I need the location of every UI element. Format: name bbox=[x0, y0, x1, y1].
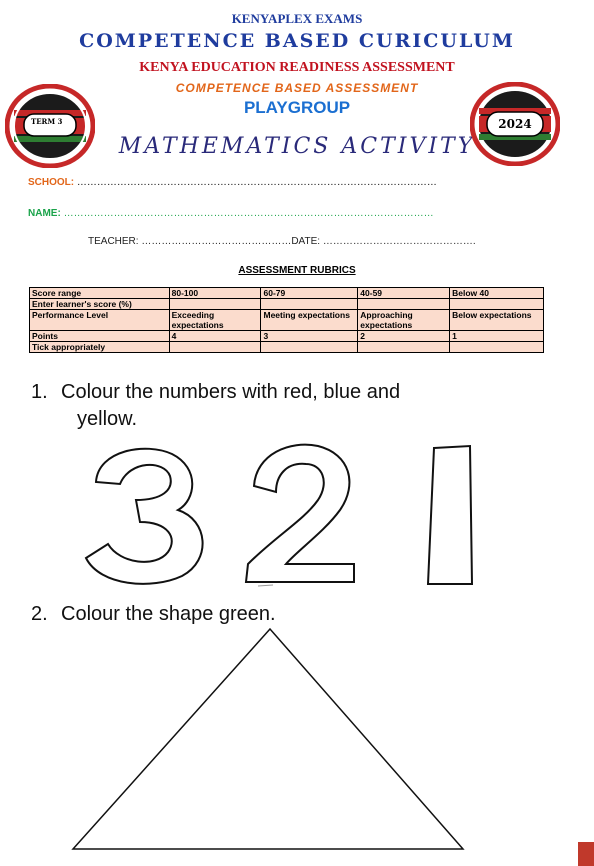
term-seal bbox=[5, 84, 95, 168]
numbers-drawing[interactable] bbox=[78, 440, 518, 590]
rubric-cell: 2 bbox=[358, 331, 450, 342]
question-1-number: 1. bbox=[31, 381, 48, 403]
school-label: SCHOOL: bbox=[28, 177, 77, 188]
rubric-title: ASSESSMENT RUBRICS bbox=[238, 265, 356, 276]
term-badge-text: TERM 3 bbox=[31, 117, 63, 126]
rubric-cell[interactable] bbox=[261, 299, 358, 310]
name-field[interactable] bbox=[28, 208, 548, 219]
number-3-outline[interactable] bbox=[86, 449, 203, 584]
rubric-cell[interactable] bbox=[169, 342, 261, 353]
rubric-cell: Approaching expectations bbox=[358, 310, 450, 331]
assessment-body-title: KENYA EDUCATION READINESS ASSESSMENT bbox=[139, 60, 455, 75]
rubric-cell: Enter learner's score (%) bbox=[30, 299, 170, 310]
year-seal bbox=[470, 82, 560, 166]
question-1-text-line1: Colour the numbers with red, blue and bbox=[61, 381, 401, 403]
rubric-cell[interactable] bbox=[450, 342, 544, 353]
rubric-cell[interactable] bbox=[261, 342, 358, 353]
teacher-date-line[interactable]: TEACHER: ………………………………………DATE: ………………………………………. bbox=[88, 236, 476, 247]
rubric-cell: Points bbox=[30, 331, 170, 342]
subject-title: MATHEMATICS ACTIVITY bbox=[118, 134, 476, 159]
question-2 bbox=[31, 603, 276, 626]
kenya-flag-seal-icon bbox=[5, 84, 95, 168]
rubric-cell: Below 40 bbox=[450, 288, 544, 299]
curriculum-title: COMPETENCE BASED CURICULUM bbox=[79, 30, 515, 52]
school-dots: ……………………………………………………………………………………………… bbox=[76, 177, 437, 188]
rubric-cell: 60-79 bbox=[261, 288, 358, 299]
question-2-number: 2. bbox=[31, 603, 48, 625]
rubric-cell: Tick appropriately bbox=[30, 342, 170, 353]
name-dots: ………………………………………………………………………………………………… bbox=[63, 208, 434, 219]
rubric-cell: 3 bbox=[261, 331, 358, 342]
number-2-outline[interactable] bbox=[246, 445, 354, 582]
question-2-text: Colour the shape green. bbox=[61, 603, 276, 625]
rubric-cell[interactable] bbox=[358, 299, 450, 310]
rubric-cell: 4 bbox=[169, 331, 261, 342]
page-corner-marker bbox=[578, 842, 594, 866]
rubric-cell[interactable] bbox=[169, 299, 261, 310]
rubric-cell: Meeting expectations bbox=[261, 310, 358, 331]
question-1 bbox=[31, 381, 400, 404]
rubric-table bbox=[29, 287, 544, 353]
question-1-text-line2: yellow. bbox=[77, 408, 138, 430]
rubric-cell[interactable] bbox=[450, 299, 544, 310]
rubric-cell: Score range bbox=[30, 288, 170, 299]
triangle-outline[interactable] bbox=[73, 629, 463, 849]
year-badge-text: 2024 bbox=[498, 117, 532, 131]
name-label: NAME: bbox=[28, 208, 64, 219]
rubric-cell: 1 bbox=[450, 331, 544, 342]
rubric-cell[interactable] bbox=[358, 342, 450, 353]
rubric-cell: 40-59 bbox=[358, 288, 450, 299]
rubric-row bbox=[30, 342, 544, 353]
level-title: PLAYGROUP bbox=[243, 98, 351, 117]
number-1-outline[interactable] bbox=[428, 446, 472, 584]
triangle-shape[interactable] bbox=[65, 625, 475, 855]
rubric-cell: Below expectations bbox=[450, 310, 544, 331]
rubric-cell: Performance Level bbox=[30, 310, 170, 331]
rubric-cell: 80-100 bbox=[169, 288, 261, 299]
assessment-type-title: COMPETENCE BASED ASSESSMENT bbox=[175, 81, 419, 95]
rubric-row bbox=[30, 331, 544, 342]
school-field[interactable] bbox=[28, 177, 548, 188]
rubric-cell: Exceeding expectations bbox=[169, 310, 261, 331]
org-title: KENYAPLEX EXAMS bbox=[231, 11, 363, 26]
rubric-row bbox=[30, 288, 544, 299]
rubric-row bbox=[30, 299, 544, 310]
rubric-row bbox=[30, 310, 544, 331]
